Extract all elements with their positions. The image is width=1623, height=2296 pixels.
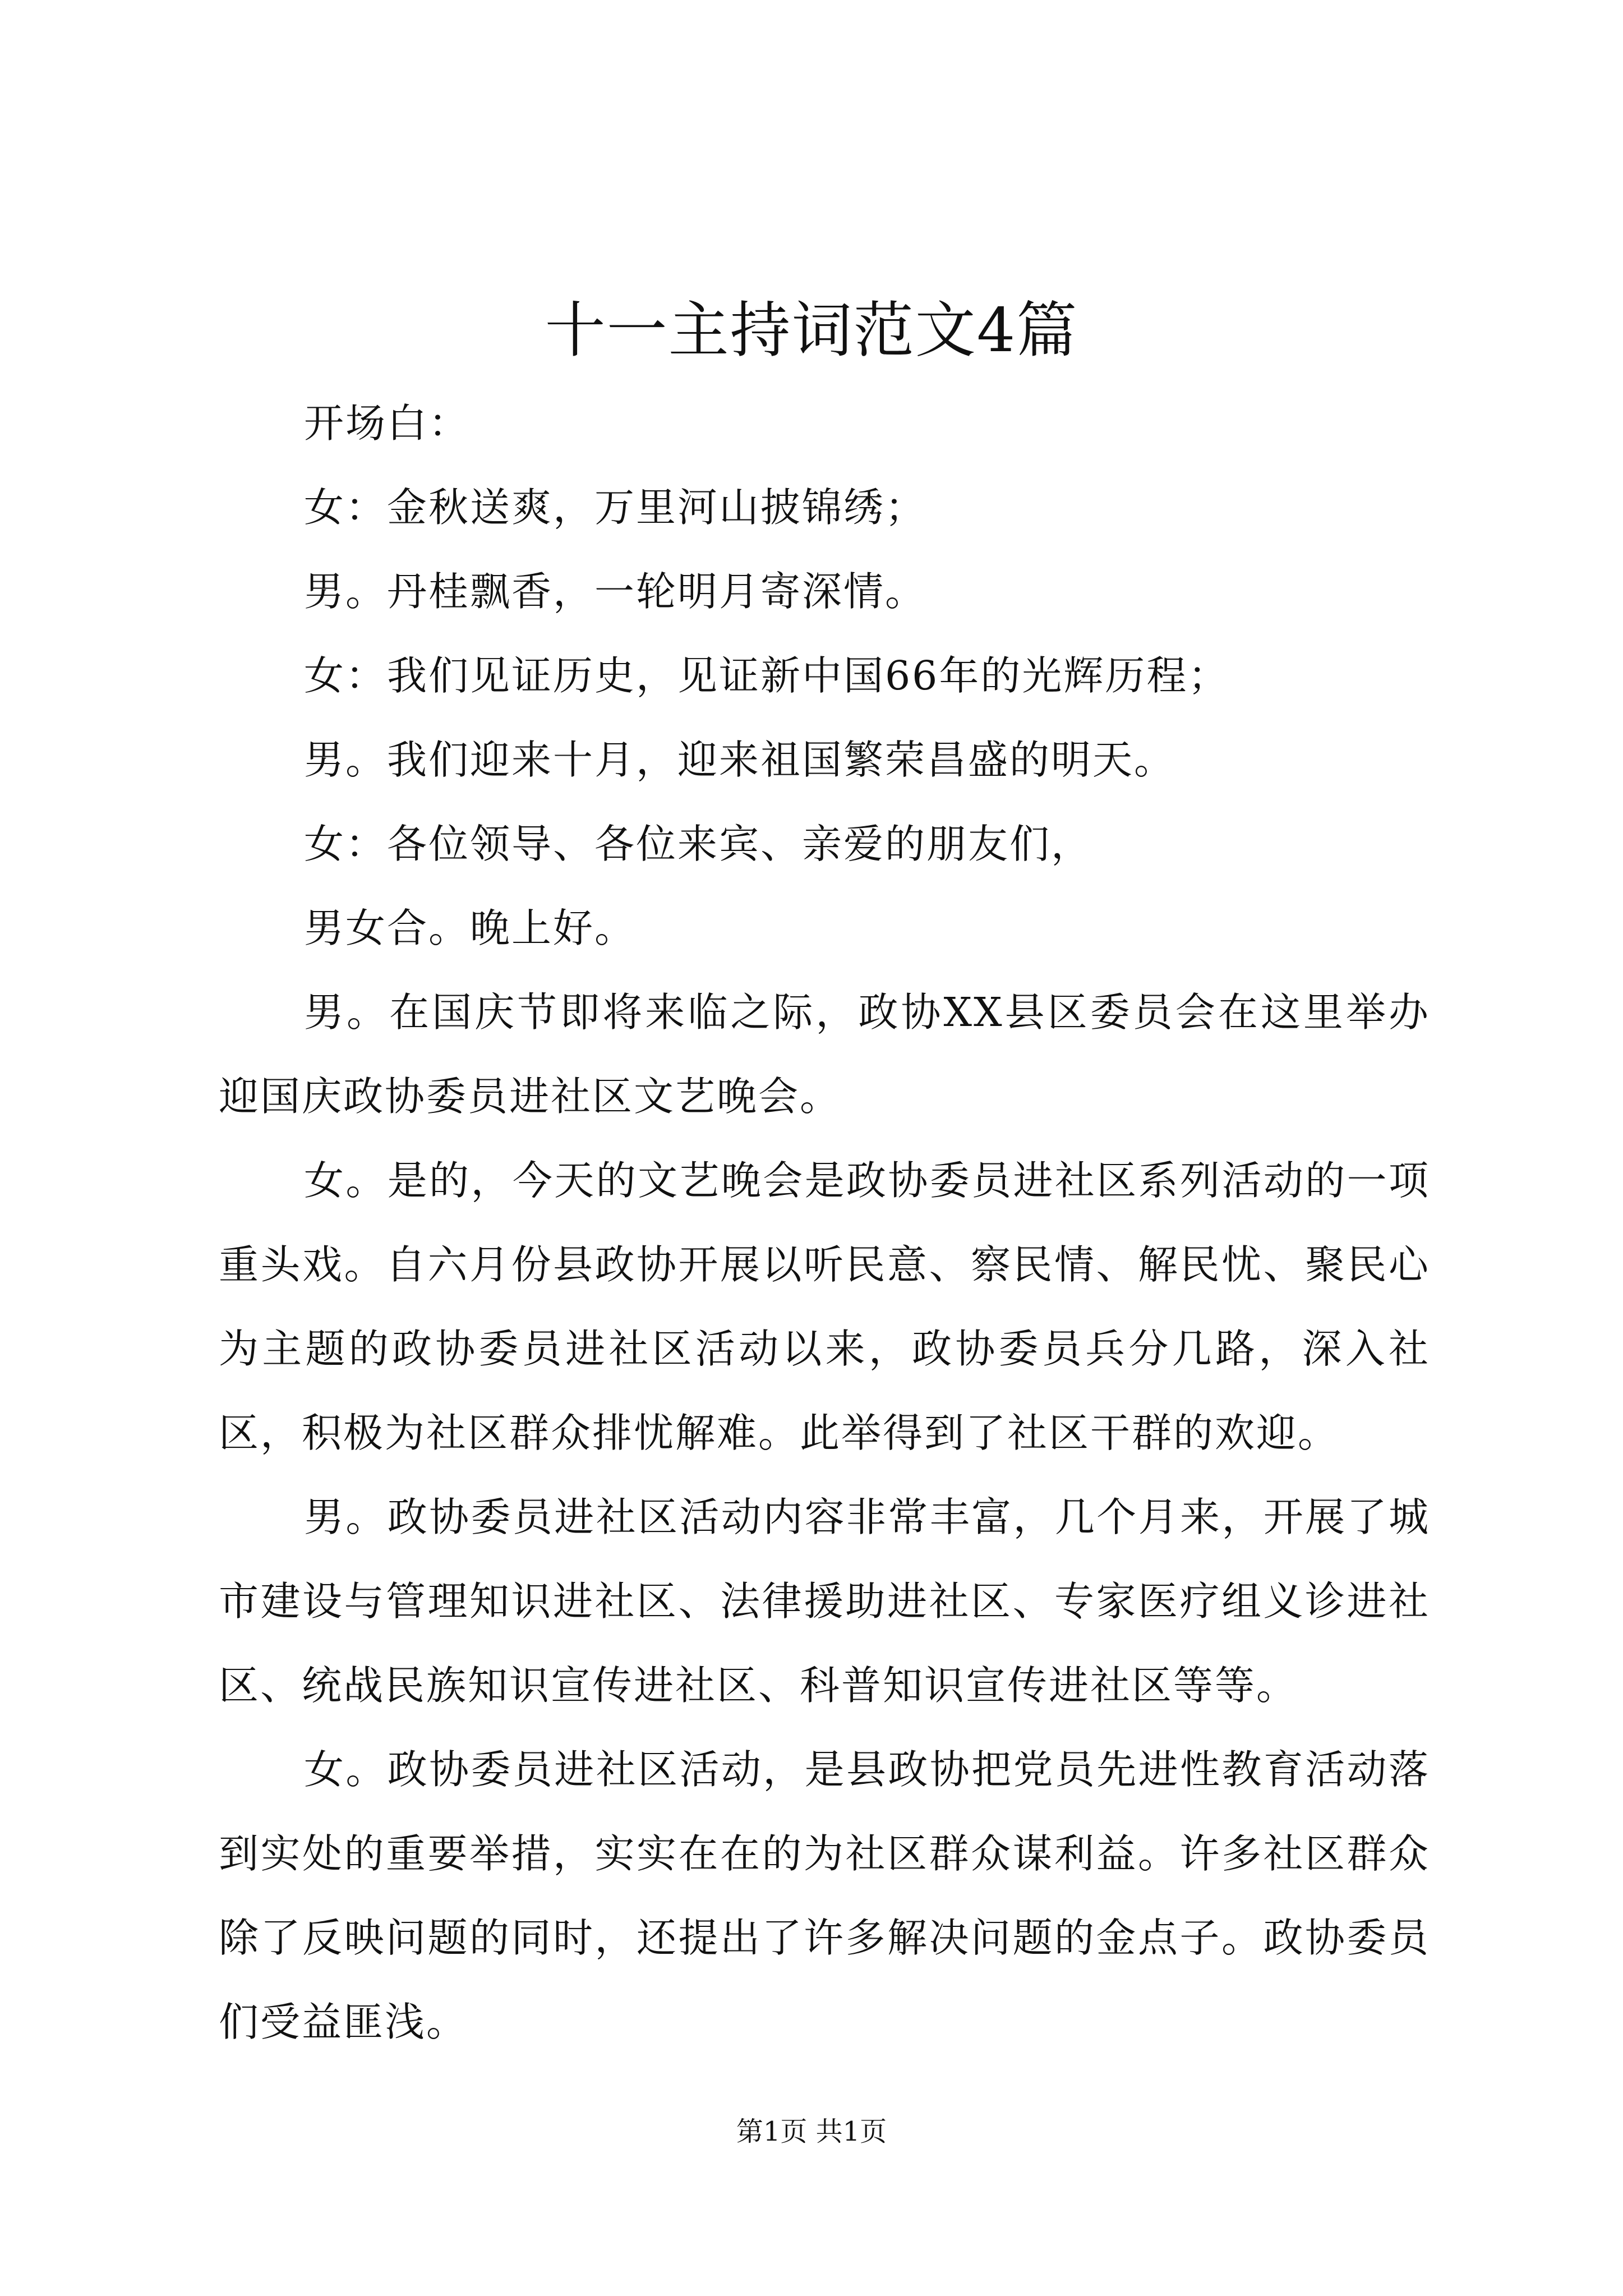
paragraph-female-3: 女：各位领导、各位来宾、亲爱的朋友们，: [304, 821, 1093, 867]
paragraph-opening: 开场白：: [304, 400, 471, 447]
document-body: [219, 381, 1430, 2064]
paragraph-together: 男女合。晚上好。: [304, 905, 637, 951]
paragraph-female-1: 女：金秋送爽，万里河山披锦绣；: [304, 484, 927, 531]
paragraph-female-5: 女。政协委员进社区活动，是县政协把党员先进性教育活动落到实处的重要举措，实实在在的为社区群众谋利益。许多社区群众除了反映问题的同时，还提出了许多解决问题的金点子。政协委员们受益匪浅。: [219, 1746, 1430, 2045]
paragraph-male-4: 男。政协委员进社区活动内容非常丰富，几个月来，开展了城市建设与管理知识进社区、法律援助进社区、专家医疗组义诊进社区、统战民族知识宣传进社区、科普知识宣传进社区等等。: [219, 1494, 1430, 1709]
paragraph-male-1: 男。丹桂飘香，一轮明月寄深情。: [304, 568, 927, 615]
paragraph-female-2: 女：我们见证历史，见证新中国66年的光辉历程；: [304, 652, 1230, 699]
document-title: 十一主持词范文4篇: [545, 296, 1078, 366]
paragraph-male-2: 男。我们迎来十月，迎来祖国繁荣昌盛的明天。: [304, 737, 1176, 783]
page-footer: 第1页 共1页: [736, 2116, 887, 2147]
paragraph-male-3: 男。在国庆节即将来临之际，政协XX县区委员会在这里举办迎国庆政协委员进社区文艺晚会。: [219, 989, 1430, 1120]
paragraph-female-4: 女。是的，今天的文艺晚会是政协委员进社区系列活动的一项重头戏。自六月份县政协开展以听民意、察民情、解民忧、聚民心为主题的政协委员进社区活动以来，政协委员兵分几路，深入社区，积极为社区群众排忧解难。此举得到了社区干群的欢迎。: [219, 1157, 1430, 1456]
